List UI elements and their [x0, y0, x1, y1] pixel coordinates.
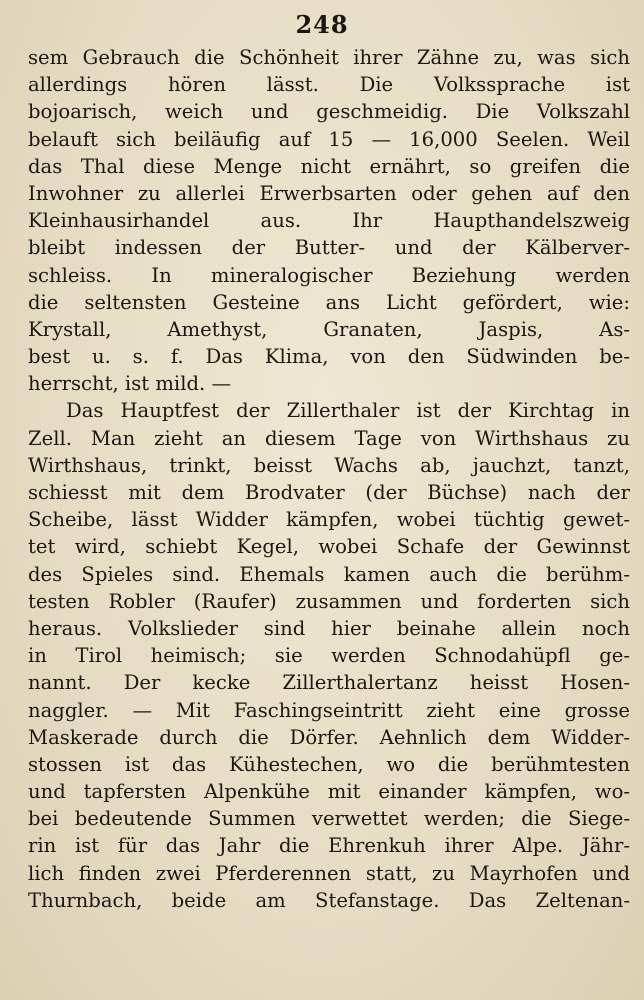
text-line: des Spieles sind. Ehemals kamen auch die berühm- — [28, 562, 630, 586]
text-line: nannt. Der kecke Zillerthalertanz heisst Hosen- — [28, 671, 630, 695]
text-line: naggler. — Mit Faschingseintritt zieht eine grosse — [28, 698, 630, 722]
body-text — [28, 44, 630, 914]
text-line: lich finden zwei Pferderennen statt, zu Mayrhofen und — [28, 861, 630, 885]
text-line: testen Robler (Raufer) zusammen und forderten sich — [28, 589, 630, 613]
text-line: Scheibe, lässt Widder kämpfen, wobei tüchtig gewet- — [28, 508, 630, 532]
text-line: best u. s. f. Das Klima, von den Südwinden be- — [28, 345, 630, 369]
page-number: 248 — [295, 10, 349, 39]
text-line: tet wird, schiebt Kegel, wobei Schafe der Gewinnst — [28, 535, 630, 559]
text-line: Wirthshaus, trinkt, beisst Wachs ab, jauchzt, tanzt, — [28, 453, 630, 477]
text-line: herrscht, ist mild. — — [28, 372, 232, 396]
text-line: die seltensten Gesteine ans Licht gefördert, wie: — [28, 290, 630, 314]
text-line: heraus. Volkslieder sind hier beinahe allein noch — [28, 616, 630, 640]
text-line: rin ist für das Jahr die Ehrenkuh ihrer Alpe. Jähr- — [28, 834, 630, 858]
text-line: bei bedeutende Summen verwettet werden; die Siege- — [28, 807, 630, 831]
text-line: Krystall, Amethyst, Granaten, Jaspis, As- — [28, 317, 630, 341]
text-line: belauft sich beiläufig auf 15 — 16,000 Seelen. Weil — [28, 127, 630, 151]
text-line: sem Gebrauch die Schönheit ihrer Zähne zu, was sich — [28, 46, 630, 69]
text-line: allerdings hören lässt. Die Volkssprache ist — [28, 73, 630, 97]
text-line: das Thal diese Menge nicht ernährt, so greifen die — [28, 154, 630, 178]
text-line: stossen ist das Kühestechen, wo die berühmtesten — [28, 752, 630, 776]
text-line: Thurnbach, beide am Stefanstage. Das Zeltenan- — [28, 888, 630, 912]
text-line: Maskerade durch die Dörfer. Aehnlich dem Widder- — [28, 725, 630, 749]
text-line: Kleinhausirhandel aus. Ihr Haupthandelszweig — [28, 209, 630, 233]
text-line: bojoarisch, weich und geschmeidig. Die Volkszahl — [28, 100, 630, 124]
text-line: schleiss. In mineralogischer Beziehung werden — [28, 263, 630, 287]
text-line: Inwohner zu allerlei Erwerbsarten oder gehen auf den — [28, 181, 630, 205]
text-line: in Tirol heimisch; sie werden Schnodahüpfl ge- — [28, 644, 630, 668]
text-line: Das Hauptfest der Zillerthaler ist der Kirchtag in — [66, 399, 630, 423]
text-line: und tapfersten Alpenkühe mit einander kämpfen, wo- — [28, 780, 630, 804]
text-line: Zell. Man zieht an diesem Tage von Wirthshaus zu — [28, 426, 630, 450]
text-line: bleibt indessen der Butter- und der Kälberver- — [28, 236, 630, 260]
text-line: schiesst mit dem Brodvater (der Büchse) nach der — [28, 481, 630, 504]
